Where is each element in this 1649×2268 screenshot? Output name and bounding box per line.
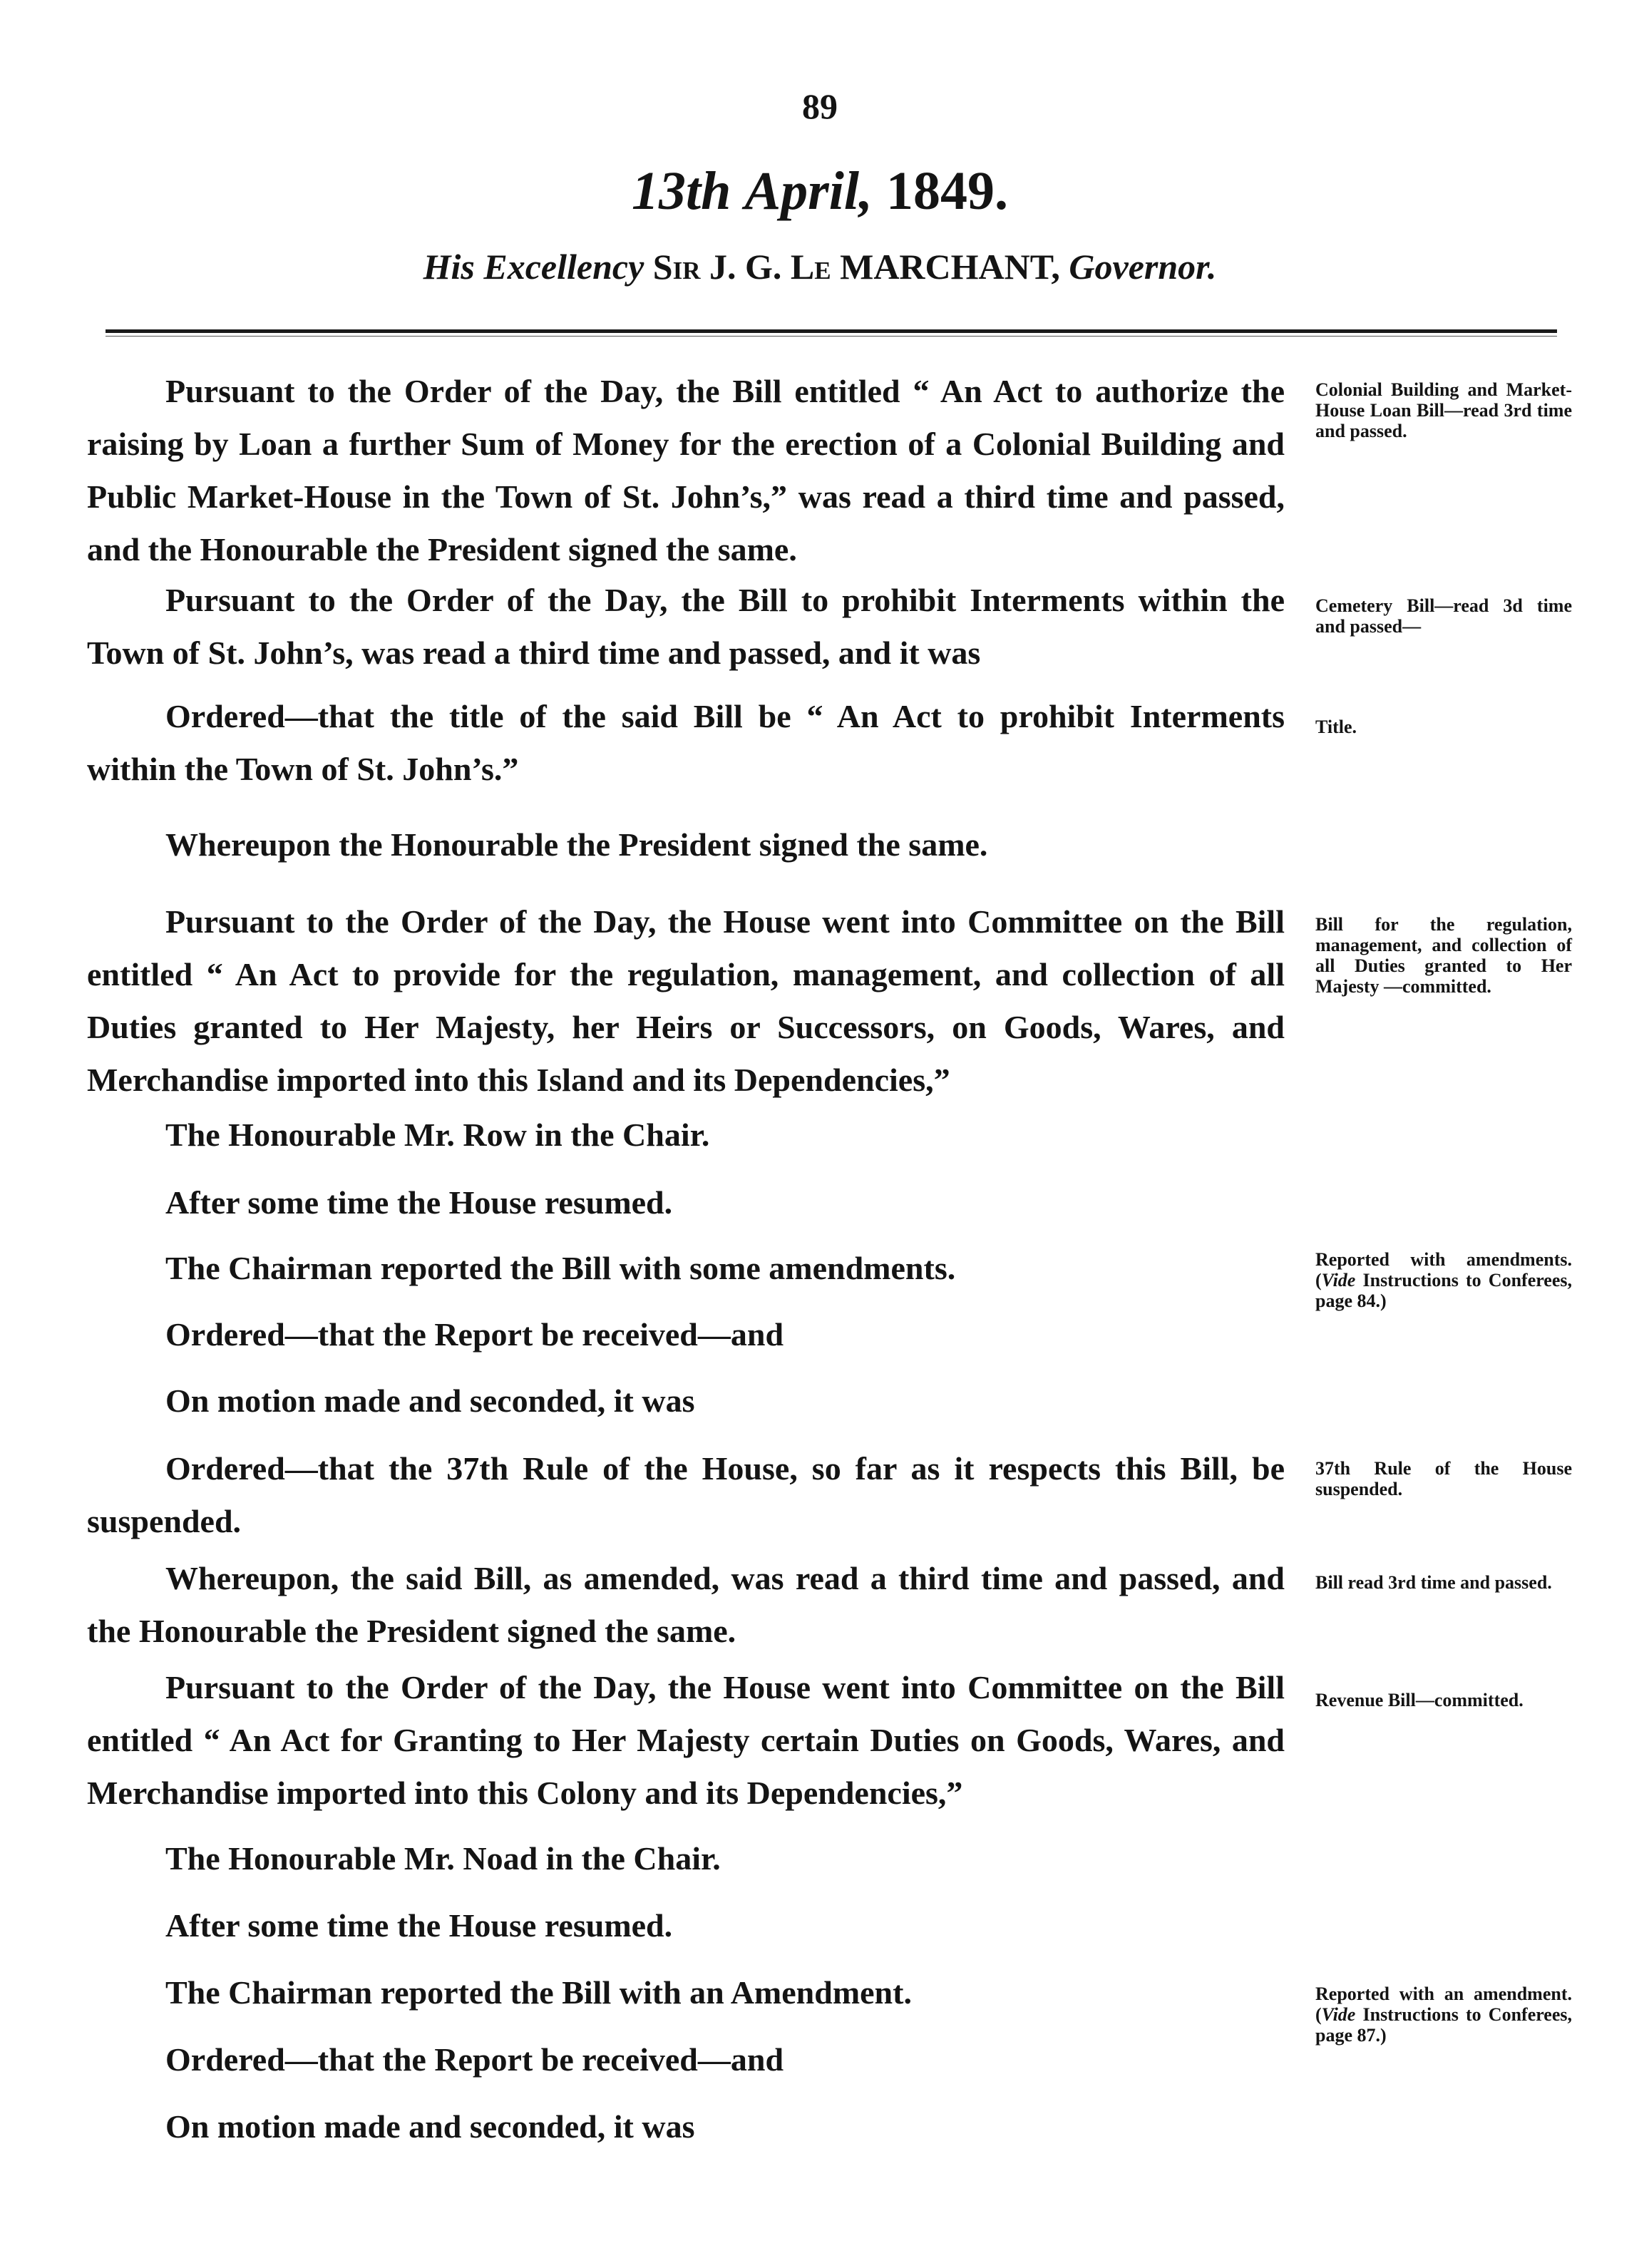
date-year: 1849. — [885, 161, 1008, 221]
governor-le: Le — [790, 247, 831, 287]
paragraph: On motion made and seconded, it was — [165, 1382, 695, 1419]
paragraph: Ordered—that the 37th Rule of the House, so far as it respects this Bill, be suspended. — [87, 1450, 1285, 1539]
paragraph: The Chairman reported the Bill with some amendments. — [165, 1250, 956, 1286]
paragraph: Pursuant to the Order of the Day, the House went into Committee on the Bill entitled “ An Act to provide for the regulation, management, and collection of all Duties granted to Her Majesty, her Heirs or Successors, on Goods, Wares, and Merchandise imported into this Island and its Dependencies,” — [87, 903, 1285, 1098]
marginal-note: Reported with an amendment. (Vide Instructions to Conferees, page 87.) — [1315, 1984, 1572, 2046]
marginal-note: 37th Rule of the House suspended. — [1315, 1458, 1572, 1499]
governor-initials: J. G. — [709, 247, 782, 287]
marginal-note: Bill read 3rd time and passed. — [1315, 1572, 1552, 1593]
paragraph: Ordered—that the Report be received—and — [165, 1316, 784, 1353]
governor-role: Governor. — [1069, 247, 1217, 287]
marginal-note: Colonial Building and Market-House Loan Bill—read 3rd time and passed. — [1315, 379, 1572, 441]
session-date — [499, 160, 1141, 222]
date-month: April, — [744, 161, 873, 221]
date-day: 13th — [632, 161, 731, 221]
marginal-note: Cemetery Bill—read 3d time and passed— — [1315, 595, 1572, 637]
marginal-note: Title. — [1315, 717, 1357, 737]
marginal-note: Bill for the regulation, management, and collection of all Duties granted to Her Majesty —committed. — [1315, 914, 1572, 997]
governor-title: Sir — [652, 247, 701, 287]
paragraph: On motion made and seconded, it was — [165, 2108, 695, 2145]
paragraph: After some time the House resumed. — [165, 1184, 673, 1221]
marginal-note: Revenue Bill—committed. — [1315, 1690, 1524, 1710]
paragraph: Whereupon, the said Bill, as amended, was read a third time and passed, and the Honourable the President signed the same. — [87, 1560, 1285, 1649]
paragraph: Ordered—that the title of the said Bill be “ An Act to prohibit Interments within the Town of St. John’s.” — [87, 698, 1285, 787]
paragraph: Ordered—that the Report be received—and — [165, 2041, 784, 2078]
governor-prefix: His Excellency — [423, 247, 644, 287]
paragraph: After some time the House resumed. — [165, 1907, 673, 1944]
header-rule — [106, 329, 1557, 333]
paragraph: Pursuant to the Order of the Day, the Bill to prohibit Interments within the Town of St. John’s, was read a third time and passed, and it was — [87, 582, 1285, 671]
governor-line — [285, 246, 1355, 287]
paragraph: The Honourable Mr. Noad in the Chair. — [165, 1840, 721, 1877]
paragraph: The Honourable Mr. Row in the Chair. — [165, 1117, 710, 1153]
governor-surname: MARCHANT, — [840, 247, 1060, 287]
header-rule-thin — [106, 336, 1557, 337]
page-number: 89 — [802, 86, 838, 126]
paragraph: Pursuant to the Order of the Day, the Bill entitled “ An Act to authorize the raising by Loan a further Sum of Money for the erection of a Colonial Building and Public Market-House in the Town of St. John’s,” was read a third time and passed, and the Honourable the President signed the same. — [87, 373, 1285, 568]
paragraph: The Chairman reported the Bill with an Amendment. — [165, 1974, 912, 2011]
paragraph: Whereupon the Honourable the President signed the same. — [165, 826, 988, 863]
paragraph: Pursuant to the Order of the Day, the House went into Committee on the Bill entitled “ An Act for Granting to Her Majesty certain Duties on Goods, Wares, and Merchandise imported into this Colony and its Dependencies,” — [87, 1669, 1285, 1811]
marginal-note: Reported with amendments. (Vide Instructions to Conferees, page 84.) — [1315, 1249, 1572, 1311]
